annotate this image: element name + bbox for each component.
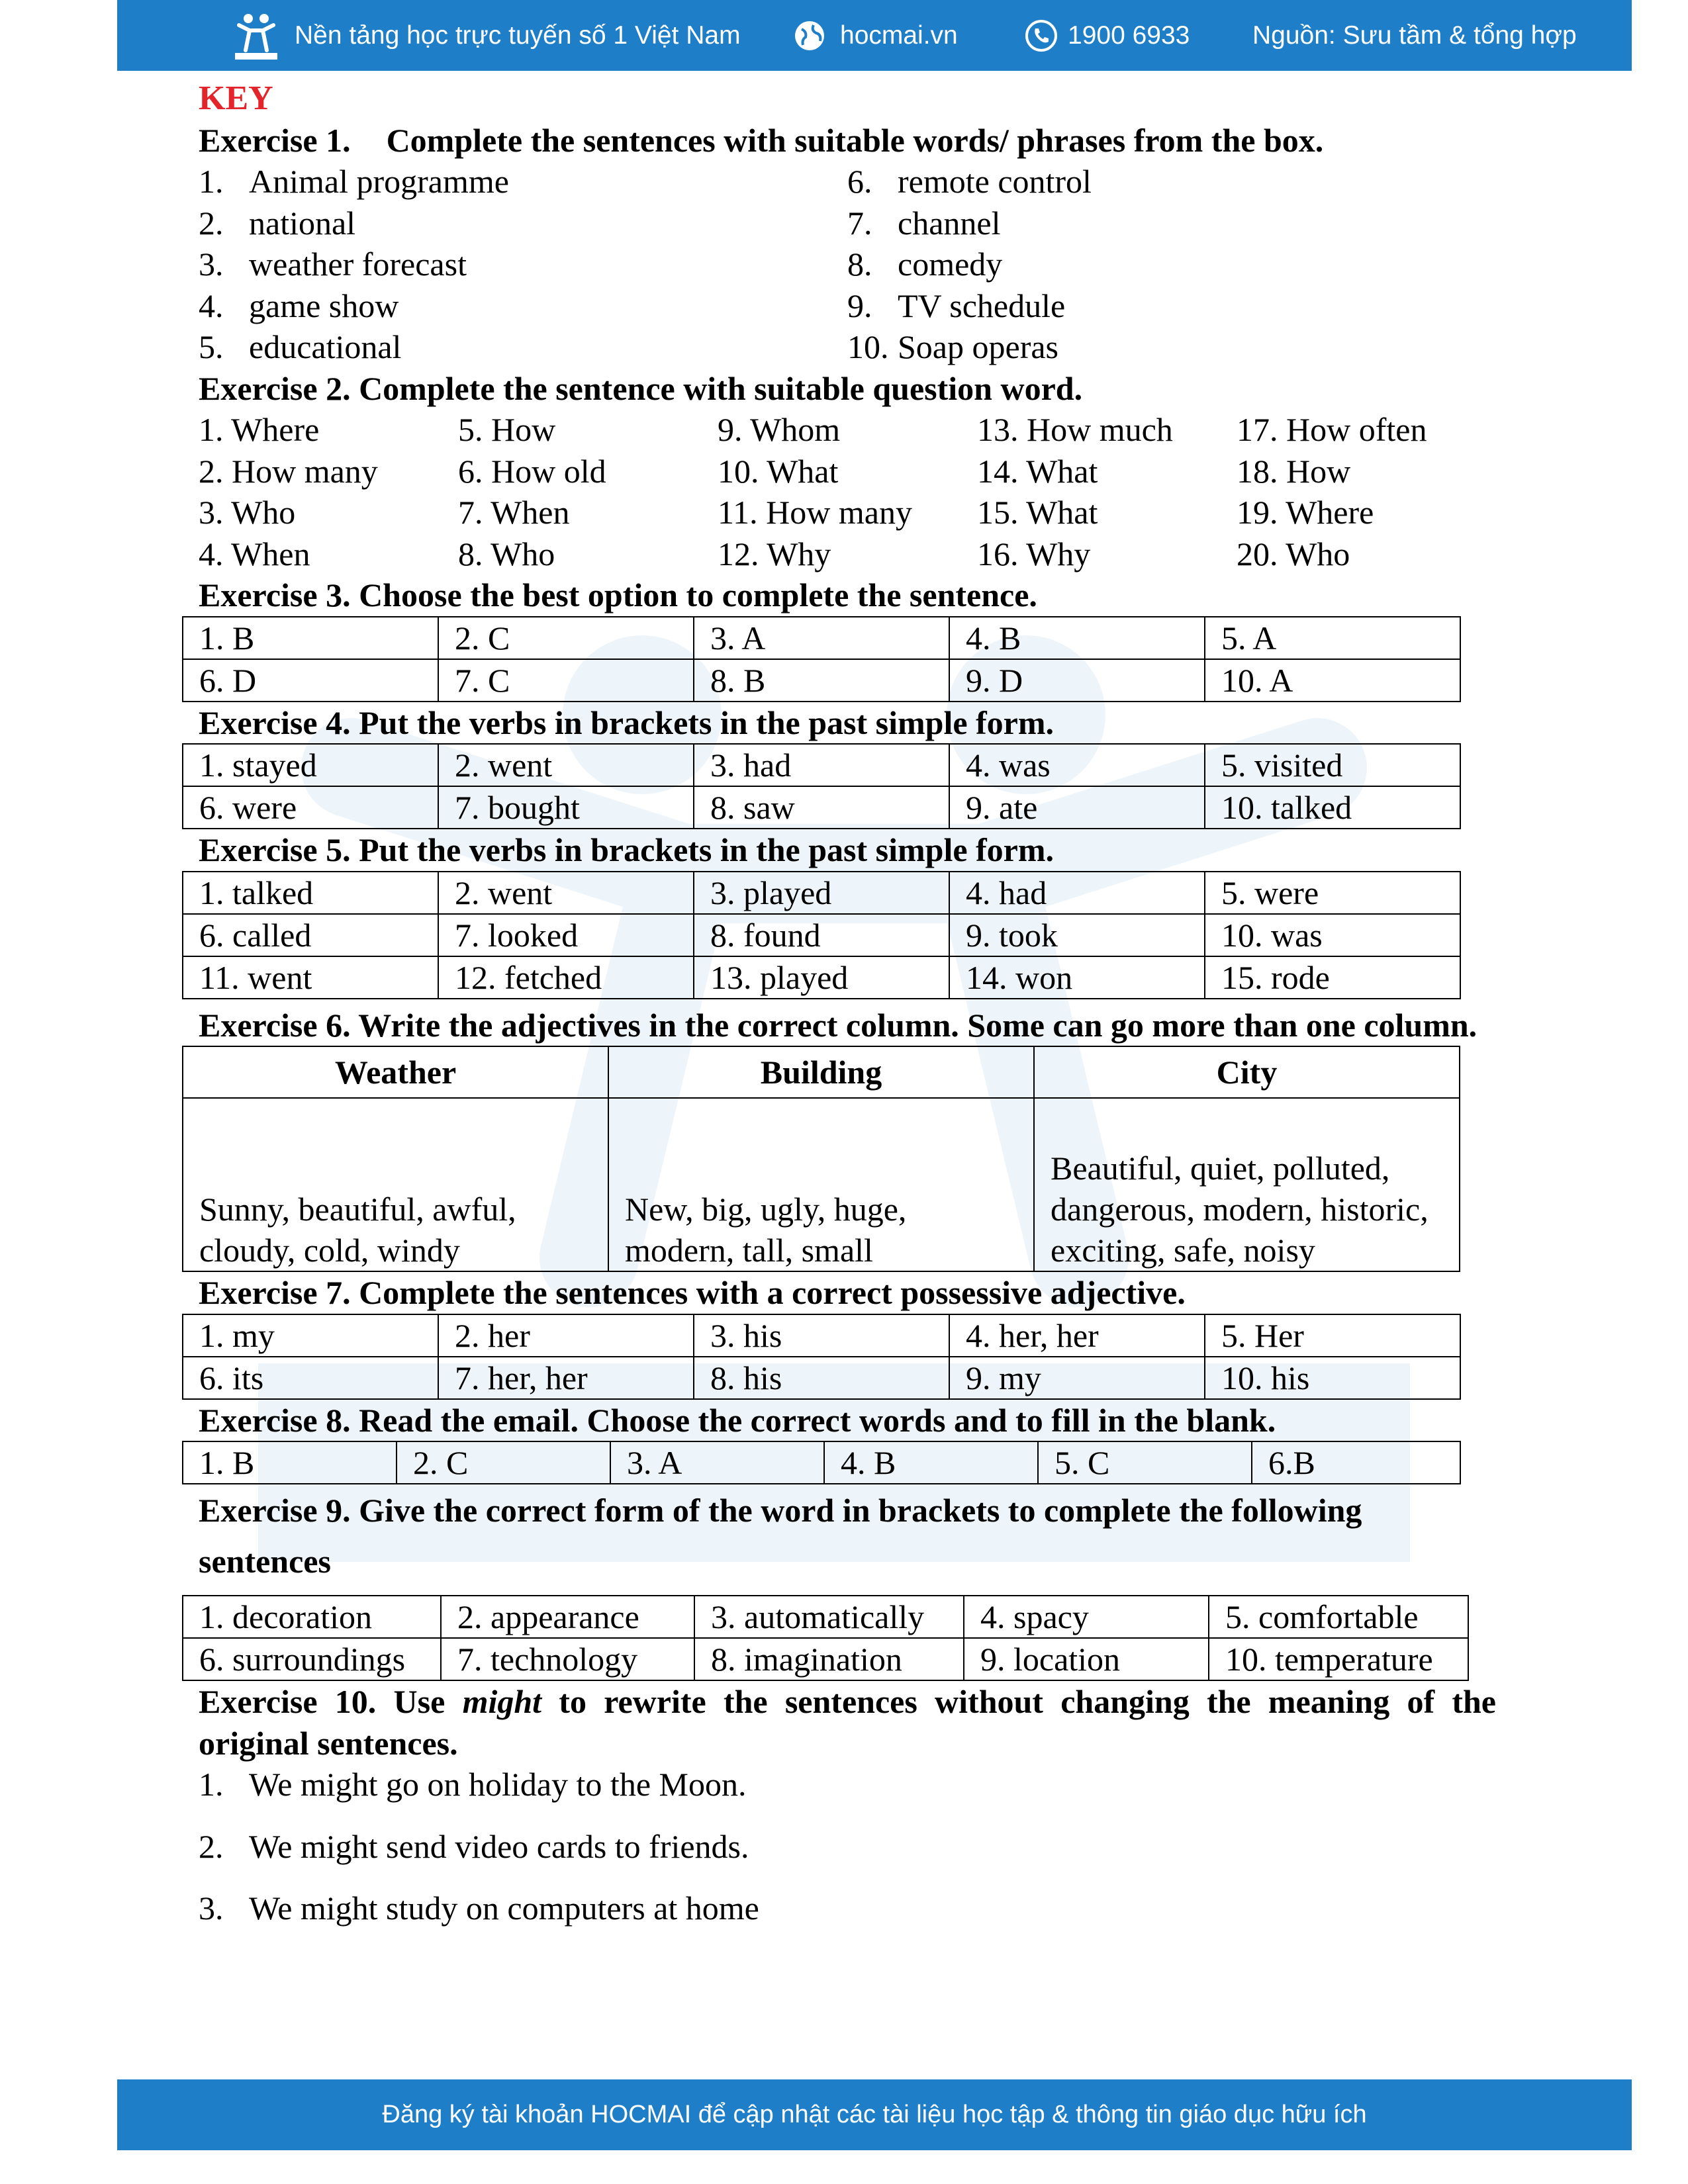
exercise-10-title: Exercise 10. Use might to rewrite the sentences without changing the meaning of the original sentences. (199, 1683, 1496, 1762)
hocmai-logo-icon (230, 9, 283, 62)
header-phone[interactable] (1024, 19, 1190, 53)
table-header-row (183, 1046, 1460, 1098)
exercise-10-answers (199, 1764, 1496, 1929)
grid-cell: 5. How (458, 411, 556, 448)
table-row (183, 786, 1460, 829)
table-row (183, 659, 1460, 702)
phone-number[interactable]: 1900 6933 (1068, 21, 1190, 50)
exercise-7-table (182, 1314, 1461, 1400)
table-row (183, 914, 1460, 956)
table-cell: 7. technology (441, 1638, 694, 1680)
grid-cell: 14. What (977, 452, 1098, 490)
header-brand[interactable] (230, 9, 741, 62)
grid-cell: 4. When (199, 535, 310, 572)
grid-cell: 10. What (718, 452, 839, 490)
table-cell: 14. won (949, 956, 1205, 999)
table-cell: 3. had (694, 744, 949, 786)
grid-cell: 11. How many (718, 494, 912, 531)
table-cell: 10. temperature (1209, 1638, 1468, 1680)
table-cell: 2. went (438, 872, 694, 914)
table-cell: 6. called (183, 914, 438, 956)
table-cell: 8. his (694, 1357, 949, 1399)
list-item: 1. We might go on holiday to the Moon. (199, 1766, 747, 1803)
grid-cell: 15. What (977, 494, 1098, 531)
list-item: 6. remote control (847, 163, 1092, 200)
exercise-2-title: Exercise 2. Complete the sentence with suitable question word. (199, 369, 1083, 407)
table-cell: 3. played (694, 872, 949, 914)
exercise-2-answers (199, 409, 1496, 574)
city-adjectives: Beautiful, quiet, polluted, dangerous, modern, historic, exciting, safe, noisy (1034, 1098, 1460, 1271)
table-cell: 5. A (1205, 617, 1460, 659)
table-row (183, 1098, 1460, 1271)
table-cell: 8. saw (694, 786, 949, 829)
table-cell: 10. talked (1205, 786, 1460, 829)
table-cell: 4. her, her (949, 1314, 1205, 1357)
table-cell: 12. fetched (438, 956, 694, 999)
globe-icon (792, 19, 827, 53)
table-cell: 1. B (183, 1441, 397, 1484)
grid-cell: 8. Who (458, 535, 555, 572)
table-cell: 9. ate (949, 786, 1205, 829)
table-row (183, 1357, 1460, 1399)
grid-cell: 7. When (458, 494, 570, 531)
table-row (183, 617, 1460, 659)
table-row (183, 1596, 1468, 1638)
table-cell: 1. stayed (183, 744, 438, 786)
table-cell: 3. A (610, 1441, 824, 1484)
list-item: 3. We might study on computers at home (199, 1889, 759, 1927)
exercise-3-title: Exercise 3. Choose the best option to complete the sentence. (199, 576, 1037, 614)
footer-bar[interactable] (117, 2079, 1632, 2150)
table-cell: 3. automatically (694, 1596, 964, 1638)
grid-cell: 3. Who (199, 494, 296, 531)
table-cell: 9. took (949, 914, 1205, 956)
table-cell: 10. his (1205, 1357, 1460, 1399)
table-cell: 6. were (183, 786, 438, 829)
list-item: 3. weather forecast (199, 246, 467, 283)
key-title: KEY (199, 79, 273, 117)
table-cell: 2. went (438, 744, 694, 786)
table-cell: 5. comfortable (1209, 1596, 1468, 1638)
table-cell: 6. its (183, 1357, 438, 1399)
table-cell: 4. B (824, 1441, 1038, 1484)
building-adjectives: New, big, ugly, huge, modern, tall, small (608, 1098, 1034, 1271)
grid-cell: 13. How much (977, 411, 1173, 448)
grid-cell: 1. Where (199, 411, 320, 448)
table-cell: 9. my (949, 1357, 1205, 1399)
table-row (183, 1638, 1468, 1680)
table-cell: 3. A (694, 617, 949, 659)
weather-adjectives: Sunny, beautiful, awful, cloudy, cold, windy (183, 1098, 608, 1271)
table-cell: 1. B (183, 617, 438, 659)
table-cell: 7. looked (438, 914, 694, 956)
table-cell: 3. his (694, 1314, 949, 1357)
table-cell: 8. found (694, 914, 949, 956)
header-slogan: Nền tảng học trực tuyến số 1 Việt Nam (295, 21, 741, 50)
table-cell: 5. were (1205, 872, 1460, 914)
table-cell: 7. her, her (438, 1357, 694, 1399)
table-cell: 4. was (949, 744, 1205, 786)
table-row (183, 744, 1460, 786)
table-cell: 11. went (183, 956, 438, 999)
table-cell: 6. surroundings (183, 1638, 441, 1680)
table-cell: 9. D (949, 659, 1205, 702)
table-cell: 10. A (1205, 659, 1460, 702)
table-cell: 13. played (694, 956, 949, 999)
column-header-weather: Weather (183, 1046, 608, 1098)
header-bar (117, 0, 1632, 71)
exercise-4-table (182, 743, 1461, 829)
phone-icon (1024, 19, 1058, 53)
column-header-building: Building (608, 1046, 1034, 1098)
website-link[interactable]: hocmai.vn (840, 21, 958, 50)
table-cell: 2. her (438, 1314, 694, 1357)
table-cell: 4. spacy (964, 1596, 1209, 1638)
header-website[interactable] (792, 19, 958, 53)
exercise-8-table (182, 1441, 1461, 1484)
exercise-8-title: Exercise 8. Read the email. Choose the correct words and to fill in the blank. (199, 1401, 1276, 1439)
table-cell: 7. bought (438, 786, 694, 829)
table-row (183, 1441, 1460, 1484)
exercise-5-title: Exercise 5. Put the verbs in brackets in the past simple form. (199, 831, 1055, 868)
header-source: Nguồn: Sưu tầm & tổng hợp (1252, 21, 1577, 50)
exercise-1-answers (199, 161, 1496, 368)
grid-cell: 19. Where (1237, 494, 1374, 531)
table-cell: 10. was (1205, 914, 1460, 956)
list-item: 2. national (199, 204, 356, 242)
answer-key (199, 78, 1496, 1950)
table-cell: 1. my (183, 1314, 438, 1357)
list-item: 7. channel (847, 204, 1001, 242)
exercise-5-table (182, 871, 1461, 999)
footer-text[interactable]: Đăng ký tài khoản HOCMAI để cập nhật các tài liệu học tập & thông tin giáo dục hữu ích (382, 2101, 1367, 2128)
list-item: 5. educational (199, 328, 402, 365)
table-cell: 15. rode (1205, 956, 1460, 999)
list-item: 4. game show (199, 287, 399, 324)
table-cell: 6. D (183, 659, 438, 702)
table-cell: 6.B (1252, 1441, 1460, 1484)
exercise-6-title: Exercise 6. Write the adjectives in the correct column. Some can go more than one column. (199, 1006, 1477, 1044)
table-cell: 2. C (438, 617, 694, 659)
list-item: 2. We might send video cards to friends. (199, 1827, 749, 1865)
grid-cell: 6. How old (458, 452, 606, 490)
table-row (183, 872, 1460, 914)
table-cell: 2. appearance (441, 1596, 694, 1638)
list-item: 1. Animal programme (199, 163, 509, 200)
table-cell: 1. talked (183, 872, 438, 914)
table-cell: 4. had (949, 872, 1205, 914)
grid-cell: 12. Why (718, 535, 831, 572)
exercise-1-right-column (847, 161, 1496, 368)
column-header-city: City (1034, 1046, 1460, 1098)
exercise-1-left-column (199, 161, 847, 368)
exercise-7-title: Exercise 7. Complete the sentences with a correct possessive adjective. (199, 1274, 1186, 1311)
exercise-9-title: Exercise 9. Give the correct form of the word in brackets to complete the following sentences (199, 1492, 1362, 1580)
table-cell: 2. C (397, 1441, 610, 1484)
list-item: 10. Soap operas (847, 328, 1058, 365)
table-cell: 1. decoration (183, 1596, 441, 1638)
table-cell: 8. imagination (694, 1638, 964, 1680)
table-cell: 8. B (694, 659, 949, 702)
grid-cell: 2. How many (199, 452, 378, 490)
grid-cell: 20. Who (1237, 535, 1350, 572)
table-cell: 4. B (949, 617, 1205, 659)
list-item: 9. TV schedule (847, 287, 1066, 324)
table-cell: 9. location (964, 1638, 1209, 1680)
list-item: 8. comedy (847, 246, 1003, 283)
exercise-9-table (182, 1595, 1469, 1681)
table-cell: 5. visited (1205, 744, 1460, 786)
table-row (183, 1314, 1460, 1357)
exercise-3-table (182, 616, 1461, 702)
grid-cell: 16. Why (977, 535, 1091, 572)
grid-cell: 17. How often (1237, 411, 1427, 448)
grid-cell: 18. How (1237, 452, 1351, 490)
table-cell: 5. Her (1205, 1314, 1460, 1357)
table-cell: 7. C (438, 659, 694, 702)
table-row (183, 956, 1460, 999)
exercise-6-table (182, 1046, 1460, 1272)
exercise-4-title: Exercise 4. Put the verbs in brackets in the past simple form. (199, 704, 1055, 741)
grid-cell: 9. Whom (718, 411, 841, 448)
exercise-1-title: Exercise 1. Complete the sentences with suitable words/ phrases from the box. (199, 121, 1324, 159)
table-cell: 5. C (1038, 1441, 1252, 1484)
